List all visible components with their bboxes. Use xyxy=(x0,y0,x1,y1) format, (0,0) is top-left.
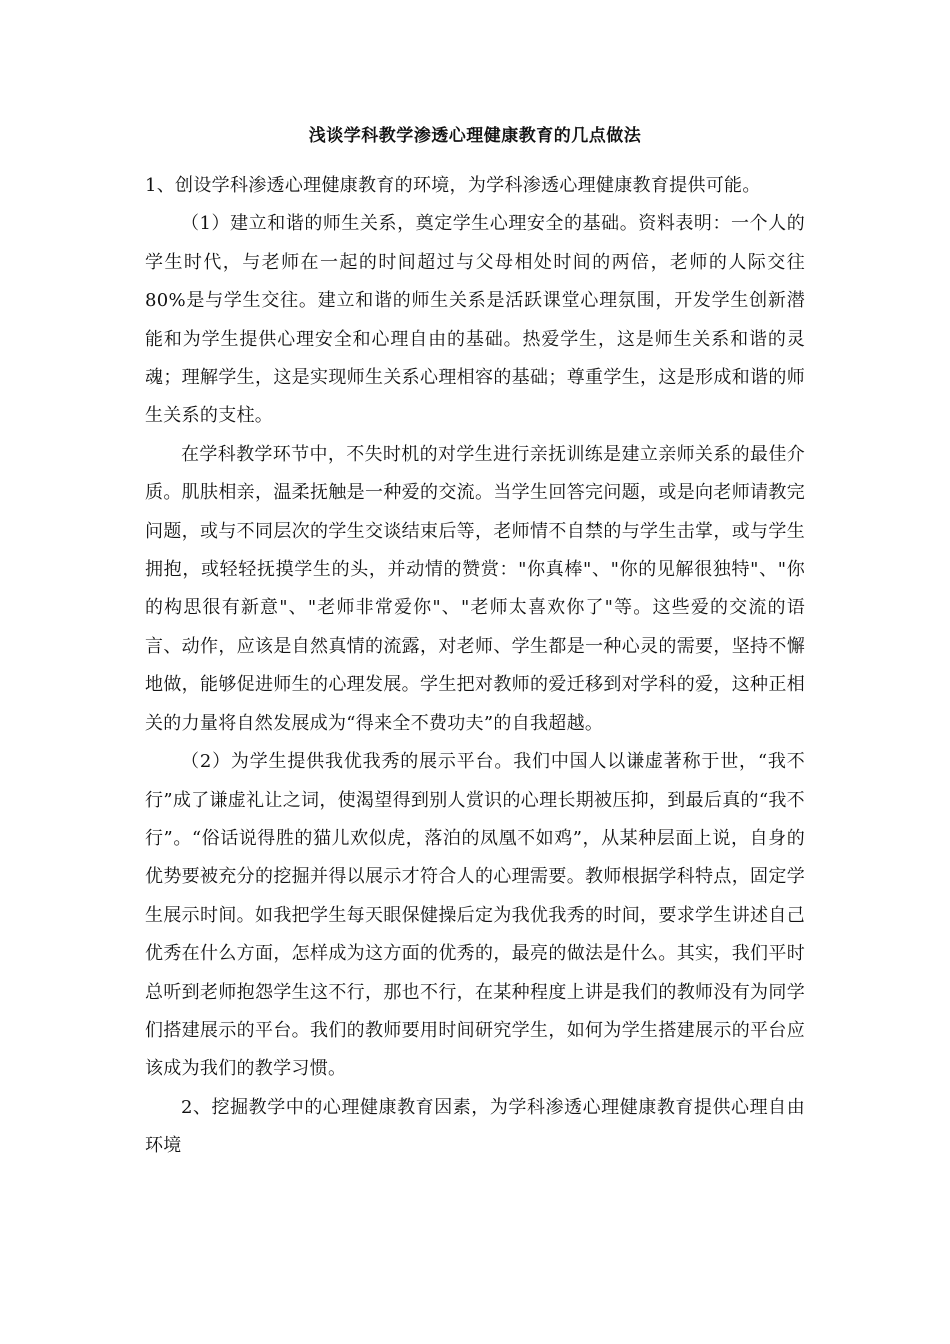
document-body xyxy=(145,167,805,1166)
paragraph-teacher-student-relationship: （1）建立和谐的师生关系，奠定学生心理安全的基础。资料表明：一个人的学生时代，与老师在一起的时间超过与父母相处时间的两倍，老师的人际交往80%是与学生交往。建立和谐的师生关系是活跃课堂心理氛围，开发学生创新潜能和为学生提供心理安全和心理自由的基础。热爱学生，这是师生关系和谐的灵魂；理解学生，这是实现师生关系心理相容的基础；尊重学生，这是形成和谐的师生关系的支柱。 xyxy=(145,213,805,427)
paragraph-section-2-heading: 2、挖掘教学中的心理健康教育因素，为学科渗透心理健康教育提供心理自由环境 xyxy=(145,1096,805,1157)
paragraph-section-1-heading: 1、创设学科渗透心理健康教育的环境，为学科渗透心理健康教育提供可能。 xyxy=(145,175,761,196)
document-title: 浅谈学科教学渗透心理健康教育的几点做法 xyxy=(308,126,642,146)
paragraph-affection-training: 在学科教学环节中，不失时机的对学生进行亲抚训练是建立亲师关系的最佳介质。肌肤相亲，温柔抚触是一种爱的交流。当学生回答完问题，或是向老师请教完问题，或与不同层次的学生交谈结束后等，老师情不自禁的与学生击掌，或与学生拥抱，或轻轻抚摸学生的头，并动情的赞赏："你真棒"、"你的见解很独特"、"你的构思很有新意"、"老师非常爱你"、"老师太喜欢你了"等。这些爱的交流的语言、动作，应该是自然真情的流露，对老师、学生都是一种心灵的需要，坚持不懈地做，能够促进师生的心理发展。学生把对教师的爱迁移到对学科的爱，这种正相关的力量将自然发展成为“得来全不费功夫”的自我超越。 xyxy=(145,443,805,734)
paragraph-showcase-platform: （2）为学生提供我优我秀的展示平台。我们中国人以谦虚著称于世，“我不行”成了谦虚礼让之词，使渴望得到别人赏识的心理长期被压抑，到最后真的“我不行”。“俗话说得胜的猫儿欢似虎，落泊的凤凰不如鸡”，从某种层面上说，自身的优势要被充分的挖掘并得以展示才符合人的心理需要。教师根据学科特点，固定学生展示时间。如我把学生每天眼保健操后定为我优我秀的时间，要求学生讲述自己优秀在什么方面，怎样成为这方面的优秀的，最亮的做法是什么。其实，我们平时总听到老师抱怨学生这不行，那也不行，在某种程度上讲是我们的教师没有为同学们搭建展示的平台。我们的教师要用时间研究学生，如何为学生搭建展示的平台应该成为我们的教学习惯。 xyxy=(145,751,805,1080)
